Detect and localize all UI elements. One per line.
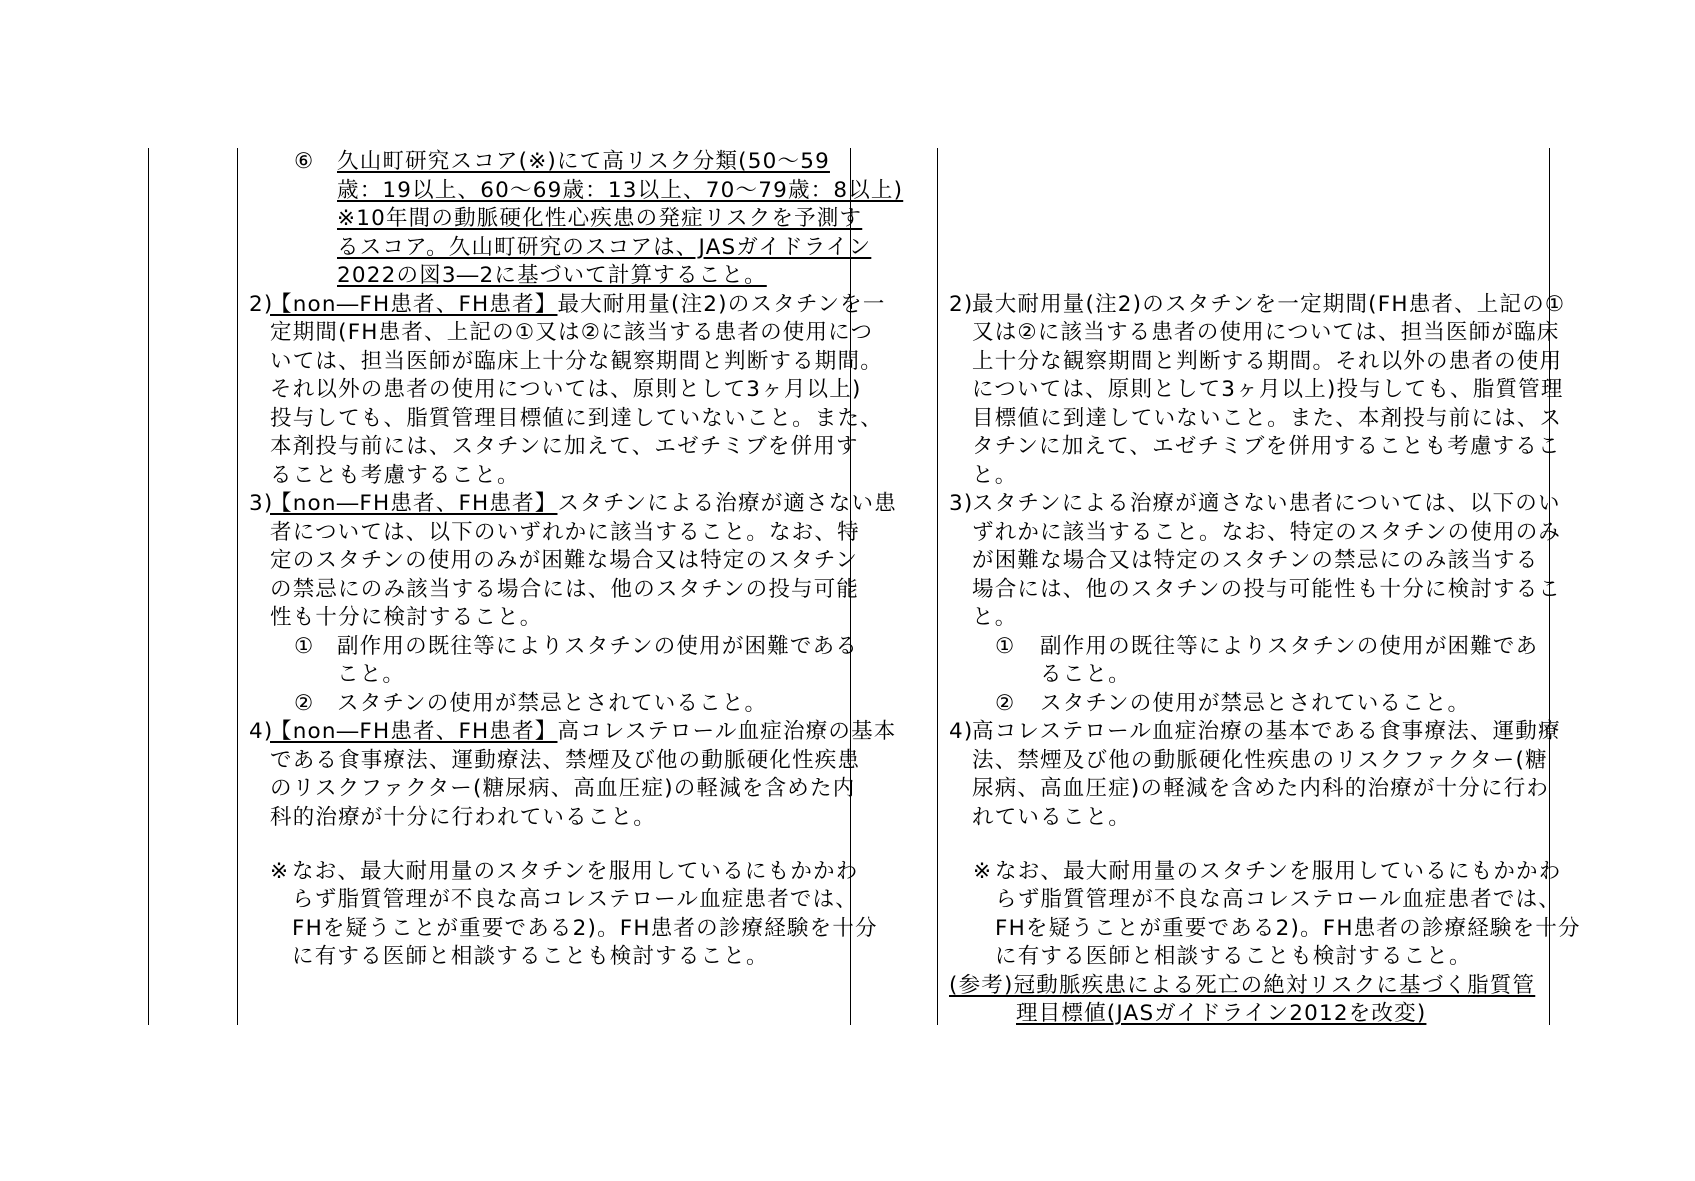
text-segment: については、原則として3ヶ月以上)投与しても、脂質管理 bbox=[972, 377, 1564, 402]
item-marker: ② bbox=[995, 690, 1016, 716]
underlined-text: 【non―FH患者、FH患者】 bbox=[270, 719, 558, 744]
item-marker: ② bbox=[294, 690, 315, 716]
item-marker: 3) bbox=[949, 491, 974, 516]
text-line bbox=[337, 205, 862, 233]
text-line bbox=[995, 915, 1581, 943]
item-marker: ① bbox=[995, 633, 1016, 659]
text-segment: スタチンによる治療が適さない患 bbox=[557, 491, 897, 516]
text-line bbox=[949, 972, 1535, 1000]
text-line bbox=[972, 348, 1562, 376]
text-segment: 最大耐用量(注2)のスタチンを一 bbox=[557, 291, 886, 317]
text-line bbox=[270, 433, 859, 461]
text-line bbox=[270, 291, 886, 319]
text-line bbox=[292, 915, 878, 943]
text-segment: ることも考慮すること。 bbox=[270, 462, 520, 488]
text-segment: の禁忌にのみ該当する場合には、他のスタチンの投与可能 bbox=[270, 576, 860, 602]
text-segment: 尿病、高血圧症)の軽減を含めた内科的治療が十分に行わ bbox=[972, 776, 1550, 801]
text-segment: スタチンの使用が禁忌とされていること。 bbox=[1040, 690, 1471, 716]
underlined-text: (参考)冠動脈疾患による死亡の絶対リスクに基づく脂質管 bbox=[949, 972, 1536, 998]
text-line bbox=[972, 291, 1565, 319]
text-line bbox=[270, 319, 873, 347]
underlined-text: ※10年間の動脈硬化性心疾患の発症リスクを予測す bbox=[337, 206, 863, 231]
text-line bbox=[292, 886, 858, 914]
text-segment: 法、禁煙及び他の動脈硬化性疾患のリスクファクター(糖 bbox=[972, 747, 1548, 773]
text-segment: スタチンによる治療が適さない患者については、以下のい bbox=[972, 491, 1561, 516]
text-segment: 副作用の既往等によりスタチンの使用が困難であ bbox=[1040, 633, 1539, 659]
item-marker: ① bbox=[294, 633, 315, 659]
text-segment: に有する医師と相談することも検討すること。 bbox=[292, 944, 769, 970]
text-line bbox=[972, 804, 1131, 832]
text-line bbox=[292, 943, 769, 971]
text-segment: なお、最大耐用量のスタチンを服用しているにもかかわ bbox=[292, 858, 859, 884]
text-segment: 上十分な観察期間と判断する期間。それ以外の患者の使用 bbox=[972, 348, 1563, 374]
text-line bbox=[1040, 690, 1470, 718]
text-line bbox=[972, 433, 1561, 461]
text-segment: FHを疑うことが重要である2)。FH患者の診療経験を十分 bbox=[292, 915, 878, 941]
item-marker: ※ bbox=[973, 858, 993, 884]
table-border-left bbox=[148, 148, 149, 1025]
text-line bbox=[995, 886, 1561, 914]
underlined-text: 2022の図3―2に基づいて計算すること。 bbox=[337, 263, 767, 288]
text-line bbox=[270, 376, 862, 404]
text-line bbox=[270, 490, 897, 518]
text-segment: らず脂質管理が不良な高コレステロール血症患者では、 bbox=[292, 887, 858, 913]
text-line bbox=[337, 633, 858, 661]
text-line bbox=[1040, 633, 1538, 661]
text-segment: が困難な場合又は特定のスタチンの禁忌にのみ該当する bbox=[972, 548, 1539, 573]
text-segment: 副作用の既往等によりスタチンの使用が困難である bbox=[337, 633, 859, 659]
text-line bbox=[337, 661, 405, 689]
underlined-text: 歳：19以上、60～69歳：13以上、70～79歳：8以上) bbox=[337, 177, 904, 203]
item-marker: ※ bbox=[270, 858, 290, 884]
table-border-inner-right bbox=[937, 148, 938, 1025]
text-line bbox=[972, 319, 1560, 347]
text-line bbox=[972, 376, 1564, 404]
text-line bbox=[972, 576, 1561, 604]
text-line bbox=[292, 858, 858, 886]
text-line bbox=[972, 775, 1549, 803]
text-segment: それ以外の患者の使用については、原則として3ヶ月以上) bbox=[270, 377, 862, 402]
item-marker: 2) bbox=[949, 291, 974, 317]
text-line bbox=[270, 405, 883, 433]
text-line bbox=[337, 234, 871, 262]
underlined-text: 【non―FH患者、FH患者】 bbox=[270, 491, 558, 516]
text-line bbox=[972, 490, 1561, 518]
text-line bbox=[972, 519, 1561, 547]
text-segment: 性も十分に検討すること。 bbox=[270, 605, 543, 630]
underlined-text: るスコア。久山町研究のスコアは、JASガイドライン bbox=[337, 234, 872, 260]
text-line bbox=[270, 747, 860, 775]
text-line bbox=[1016, 1000, 1426, 1028]
text-segment: 定のスタチンの使用のみが困難な場合又は特定のスタチン bbox=[270, 548, 859, 573]
text-line bbox=[995, 943, 1472, 971]
text-line bbox=[337, 148, 830, 176]
text-line bbox=[337, 177, 903, 205]
item-marker: 2) bbox=[249, 291, 274, 317]
text-segment: ること。 bbox=[1040, 662, 1131, 687]
text-segment: FHを疑うことが重要である2)。FH患者の診療経験を十分 bbox=[995, 915, 1581, 941]
text-segment: 高コレステロール血症治療の基本 bbox=[557, 719, 897, 744]
text-line bbox=[270, 547, 858, 575]
text-segment: スタチンの使用が禁忌とされていること。 bbox=[337, 690, 768, 716]
text-line bbox=[270, 718, 896, 746]
item-marker: 4) bbox=[249, 719, 274, 744]
text-line bbox=[270, 604, 542, 632]
text-segment: と。 bbox=[972, 605, 1018, 630]
text-segment: である食事療法、運動療法、禁煙及び他の動脈硬化性疾患 bbox=[270, 747, 861, 773]
text-line bbox=[972, 747, 1548, 775]
text-line bbox=[972, 405, 1562, 433]
text-segment: 投与しても、脂質管理目標値に到達していないこと。また、 bbox=[270, 405, 883, 431]
underlined-text: 久山町研究スコア(※)にて高リスク分類(50～59 bbox=[337, 149, 830, 174]
text-segment: れていること。 bbox=[972, 804, 1131, 830]
item-marker: 3) bbox=[249, 491, 274, 516]
text-segment: いては、担当医師が臨床上十分な観察期間と判断する期間。 bbox=[270, 348, 883, 374]
text-segment: 定期間(FH患者、上記の①又は②に該当する患者の使用につ bbox=[270, 320, 874, 345]
text-line bbox=[337, 690, 767, 718]
text-line bbox=[270, 519, 860, 547]
underlined-text: 理目標値(JASガイドライン2012を改変) bbox=[1016, 1001, 1427, 1027]
text-segment: タチンに加えて、エゼチミブを併用することも考慮するこ bbox=[972, 434, 1561, 459]
text-segment: こと。 bbox=[337, 662, 406, 687]
text-segment: 場合には、他のスタチンの投与可能性も十分に検討するこ bbox=[972, 576, 1562, 602]
text-segment: 科的治療が十分に行われていること。 bbox=[270, 804, 656, 830]
text-segment: 高コレステロール血症治療の基本である食事療法、運動療 bbox=[972, 719, 1561, 744]
text-segment: 目標値に到達していないこと。また、本剤投与前には、ス bbox=[972, 405, 1563, 431]
text-segment: のリスクファクター(糖尿病、高血圧症)の軽減を含めた内 bbox=[270, 776, 856, 801]
text-segment: 者については、以下のいずれかに該当すること。なお、特 bbox=[270, 519, 860, 545]
text-segment: なお、最大耐用量のスタチンを服用しているにもかかわ bbox=[995, 858, 1562, 884]
text-line bbox=[270, 462, 520, 490]
text-line bbox=[270, 804, 656, 832]
table-border-inner-left bbox=[237, 148, 238, 1025]
text-segment: 最大耐用量(注2)のスタチンを一定期間(FH患者、上記の① bbox=[972, 291, 1566, 317]
text-line bbox=[972, 547, 1538, 575]
item-marker: ⑥ bbox=[294, 149, 315, 174]
text-segment: に有する医師と相談することも検討すること。 bbox=[995, 944, 1472, 970]
text-segment: と。 bbox=[972, 462, 1018, 488]
text-line bbox=[270, 576, 859, 604]
text-line bbox=[995, 858, 1561, 886]
text-segment: らず脂質管理が不良な高コレステロール血症患者では、 bbox=[995, 887, 1561, 913]
item-marker: 4) bbox=[949, 719, 974, 744]
text-line bbox=[270, 348, 883, 376]
text-line bbox=[270, 775, 855, 803]
text-line bbox=[972, 604, 1017, 632]
text-segment: 又は②に該当する患者の使用については、担当医師が臨床 bbox=[972, 320, 1560, 345]
underlined-text: 【non―FH患者、FH患者】 bbox=[270, 291, 558, 317]
text-segment: 本剤投与前には、スタチンに加えて、エゼチミブを併用す bbox=[270, 434, 859, 459]
text-line bbox=[972, 462, 1017, 490]
text-line bbox=[972, 718, 1561, 746]
text-line bbox=[337, 262, 767, 290]
text-line bbox=[1040, 661, 1131, 689]
text-segment: ずれかに該当すること。なお、特定のスタチンの使用のみ bbox=[972, 519, 1562, 545]
